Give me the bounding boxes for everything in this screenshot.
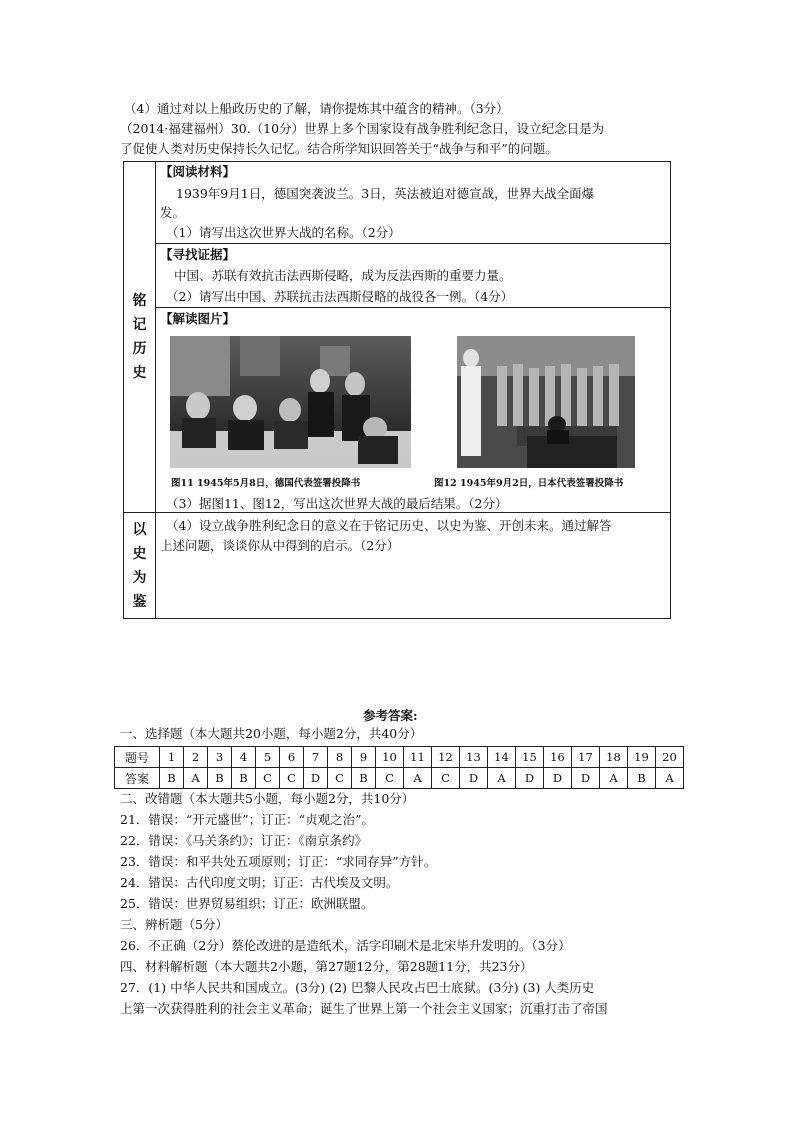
answer-cell: D (304, 768, 328, 789)
answer-cell: D (516, 768, 544, 789)
answer-22: 22．错误：《马关条约》；订正：《南京条约》 (120, 833, 368, 848)
evidence-text: 中国、苏联有效抗击法西斯侵略，成为反法西斯的重要力量。 (174, 268, 512, 283)
number-cell: 3 (208, 747, 232, 768)
question-2: （2）请写出中国、苏联抗击法西斯侵略的战役各一例。（4分） (166, 289, 514, 304)
number-cell: 6 (280, 747, 304, 768)
number-cell: 7 (304, 747, 328, 768)
side-label-learn-from-history (124, 512, 155, 620)
question-30-line1: （2014·福建福州）30.（10分）世界上多个国家设有战争胜利纪念日，设立纪念日是为 (120, 121, 605, 136)
number-cell: 17 (572, 747, 600, 768)
section-4-heading: 四、材料解析题（本大题共2小题，第27题12分，第28题11分，共23分） (120, 959, 533, 974)
answer-21: 21．错误：“开元盛世”；订正：“贞观之治”。 (120, 812, 374, 827)
number-cell: 8 (328, 747, 352, 768)
number-cell: 4 (232, 747, 256, 768)
figure-12-caption: 图12 1945年9月2日，日本代表签署投降书 (434, 478, 624, 489)
section-title-pictures: 【解读图片】 (160, 311, 236, 326)
number-cell: 2 (184, 747, 208, 768)
answer-cell: A (184, 768, 208, 789)
answer-cell: A (656, 768, 684, 789)
table-row (115, 768, 684, 789)
side-label-remember-history (124, 162, 155, 512)
side-char: 历 (132, 341, 147, 357)
number-cell: 14 (488, 747, 516, 768)
question-1: （1）请写出这次世界大战的名称。（2分） (166, 225, 401, 240)
number-cell: 20 (656, 747, 684, 768)
answer-key-table (114, 746, 684, 789)
answer-cell: B (628, 768, 656, 789)
reading-text-line2: 发。 (160, 205, 186, 220)
number-cell: 11 (404, 747, 432, 768)
answers-heading: 参考答案: (363, 708, 418, 723)
section-title-reading: 【阅读材料】 (160, 164, 236, 179)
answer-cell: C (376, 768, 404, 789)
answer-cell: B (160, 768, 184, 789)
answer-25: 25．错误：世界贸易组织；订正：欧洲联盟。 (120, 896, 374, 911)
table-row (115, 747, 684, 768)
answer-cell: B (352, 768, 376, 789)
answer-24: 24．错误：古代印度文明；订正：古代埃及文明。 (120, 875, 399, 890)
row-label-number: 题号 (115, 747, 160, 768)
section-title-evidence: 【寻找证据】 (160, 247, 236, 262)
figure-12-japanese-surrender-photo (457, 336, 635, 468)
number-cell: 16 (544, 747, 572, 768)
number-cell: 5 (256, 747, 280, 768)
number-cell: 10 (376, 747, 404, 768)
answer-cell: C (256, 768, 280, 789)
side-char: 记 (132, 317, 147, 333)
number-cell: 19 (628, 747, 656, 768)
side-char: 史 (132, 365, 147, 381)
section-1-heading: 一、选择题（本大题共20小题，每小题2分，共40分） (120, 726, 423, 741)
side-char: 铭 (132, 293, 147, 309)
answer-cell: C (432, 768, 460, 789)
question-4-line2: 上述问题，谈谈你从中得到的启示。（2分） (160, 538, 400, 553)
figure-11-german-surrender-photo (170, 336, 411, 468)
row-label-answer: 答案 (115, 768, 160, 789)
answer-cell: B (232, 768, 256, 789)
section-3-heading: 三、辨析题（5分） (120, 917, 228, 932)
question-3: （3）据图11、图12，写出这次世界大战的最后结果。（2分） (166, 496, 508, 511)
question-table (123, 161, 671, 619)
figure-11-caption: 图11 1945年5月8日，德国代表签署投降书 (171, 478, 361, 489)
side-char: 为 (132, 570, 147, 586)
side-char: 以 (132, 522, 147, 538)
answer-23: 23．错误：和平共处五项原则；订正：“求同存异”方针。 (120, 854, 437, 869)
number-cell: 1 (160, 747, 184, 768)
answer-cell: C (328, 768, 352, 789)
question-4-line1: （4）设立战争胜利纪念日的意义在于铭记历史、以史为鉴、开创未来。通过解答 (166, 518, 612, 533)
side-char: 史 (132, 546, 147, 562)
answer-cell: D (544, 768, 572, 789)
question-4-text: （4）通过对以上船政历史的了解，请你提炼其中蕴含的精神。（3分） (124, 101, 509, 116)
reading-text-line1: 1939年9月1日，德国突袭波兰。3日，英法被迫对德宣战，世界大战全面爆 (176, 186, 595, 201)
number-cell: 15 (516, 747, 544, 768)
answer-27-line2: 上第一次获得胜利的社会主义革命；诞生了世界上第一个社会主义国家；沉重打击了帝国 (120, 1001, 608, 1016)
question-30-line2: 了促使人类对历史保持长久记忆。结合所学知识回答关于“战争与和平”的问题。 (120, 141, 558, 156)
side-char: 鉴 (132, 594, 147, 610)
answer-cell: A (600, 768, 628, 789)
answer-cell: D (572, 768, 600, 789)
number-cell: 12 (432, 747, 460, 768)
answer-cell: A (404, 768, 432, 789)
answer-cell: C (280, 768, 304, 789)
answer-26: 26．不正确（2分）蔡伦改进的是造纸术，活字印刷术是北宋毕升发明的。（3分） (120, 938, 571, 953)
number-cell: 13 (460, 747, 488, 768)
answer-cell: D (460, 768, 488, 789)
number-cell: 18 (600, 747, 628, 768)
answer-27-line1: 27．(1) 中华人民共和国成立。(3分) (2) 巴黎人民攻占巴士底狱。(3分) (3) 人类历史 (120, 980, 595, 995)
section-2-heading: 二、改错题（本大题共5小题，每小题2分，共10分） (120, 791, 415, 806)
answer-cell: B (208, 768, 232, 789)
number-cell: 9 (352, 747, 376, 768)
answer-cell: A (488, 768, 516, 789)
